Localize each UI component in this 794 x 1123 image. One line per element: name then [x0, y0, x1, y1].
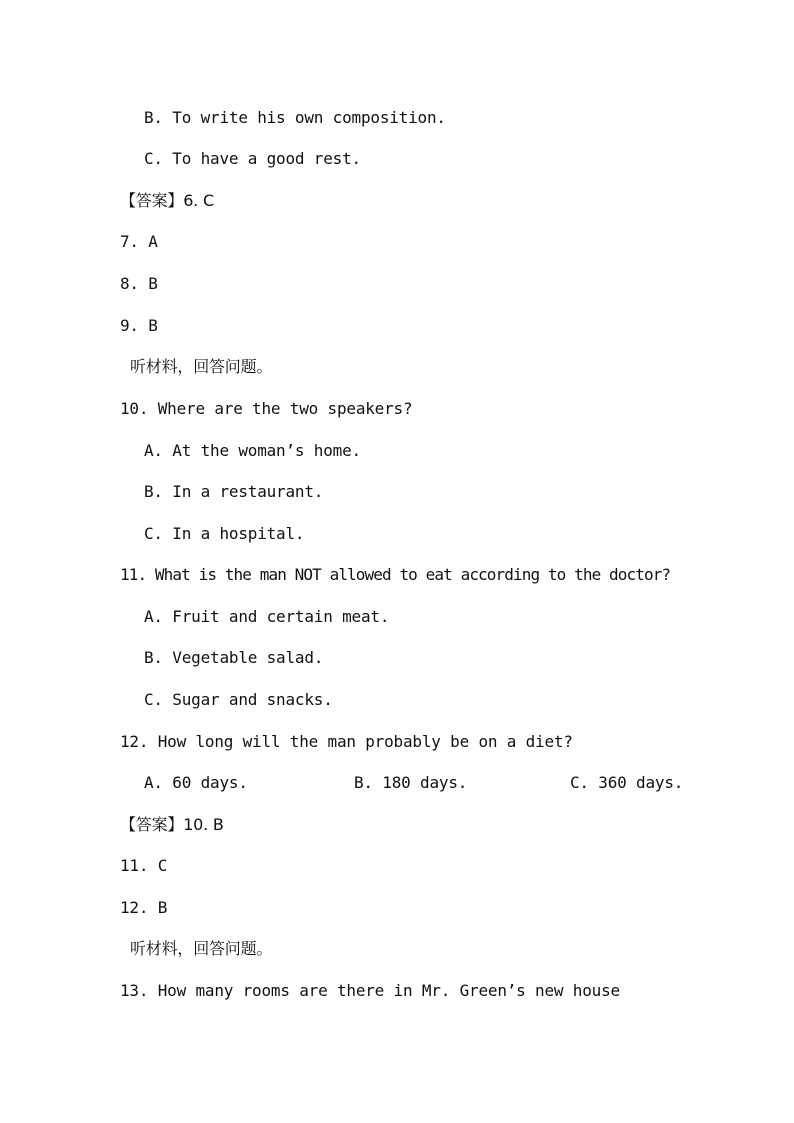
option-a-q12: A. 60 days. — [144, 773, 248, 792]
option-c-q11: C. Sugar and snacks. — [144, 690, 333, 709]
question-12: 12. How long will the man probably be on a diet? — [120, 732, 573, 751]
options-row-q12 — [144, 773, 684, 793]
option-b-q9: B. To write his own composition. — [144, 108, 446, 127]
question-11: 11. What is the man NOT allowed to eat according to the doctor? — [120, 565, 671, 584]
instruction-listen-2: 听材料，回答问题。 — [130, 939, 273, 958]
answer-11: 11. C — [120, 856, 168, 875]
option-b-q10: B. In a restaurant. — [144, 482, 324, 501]
option-a-q11: A. Fruit and certain meat. — [144, 607, 390, 626]
option-c-q9: C. To have a good rest. — [144, 149, 361, 168]
answer-12: 12. B — [120, 898, 168, 917]
answer-7: 7. A — [120, 232, 158, 251]
option-c-q12: C. 360 days. — [570, 773, 684, 792]
question-10: 10. Where are the two speakers? — [120, 399, 413, 418]
option-b-q11: B. Vegetable salad. — [144, 648, 324, 667]
answer-9: 9. B — [120, 316, 158, 335]
question-13: 13. How many rooms are there in Mr. Green’s new house — [120, 981, 620, 1000]
option-c-q10: C. In a hospital. — [144, 524, 305, 543]
answer-8: 8. B — [120, 274, 158, 293]
instruction-listen: 听材料，回答问题。 — [130, 357, 273, 376]
answer-label-6: 【答案】6. C — [120, 191, 214, 210]
answer-label-10: 【答案】10. B — [120, 815, 224, 834]
option-a-q10: A. At the woman’s home. — [144, 441, 361, 460]
option-b-q12: B. 180 days. — [354, 773, 468, 792]
